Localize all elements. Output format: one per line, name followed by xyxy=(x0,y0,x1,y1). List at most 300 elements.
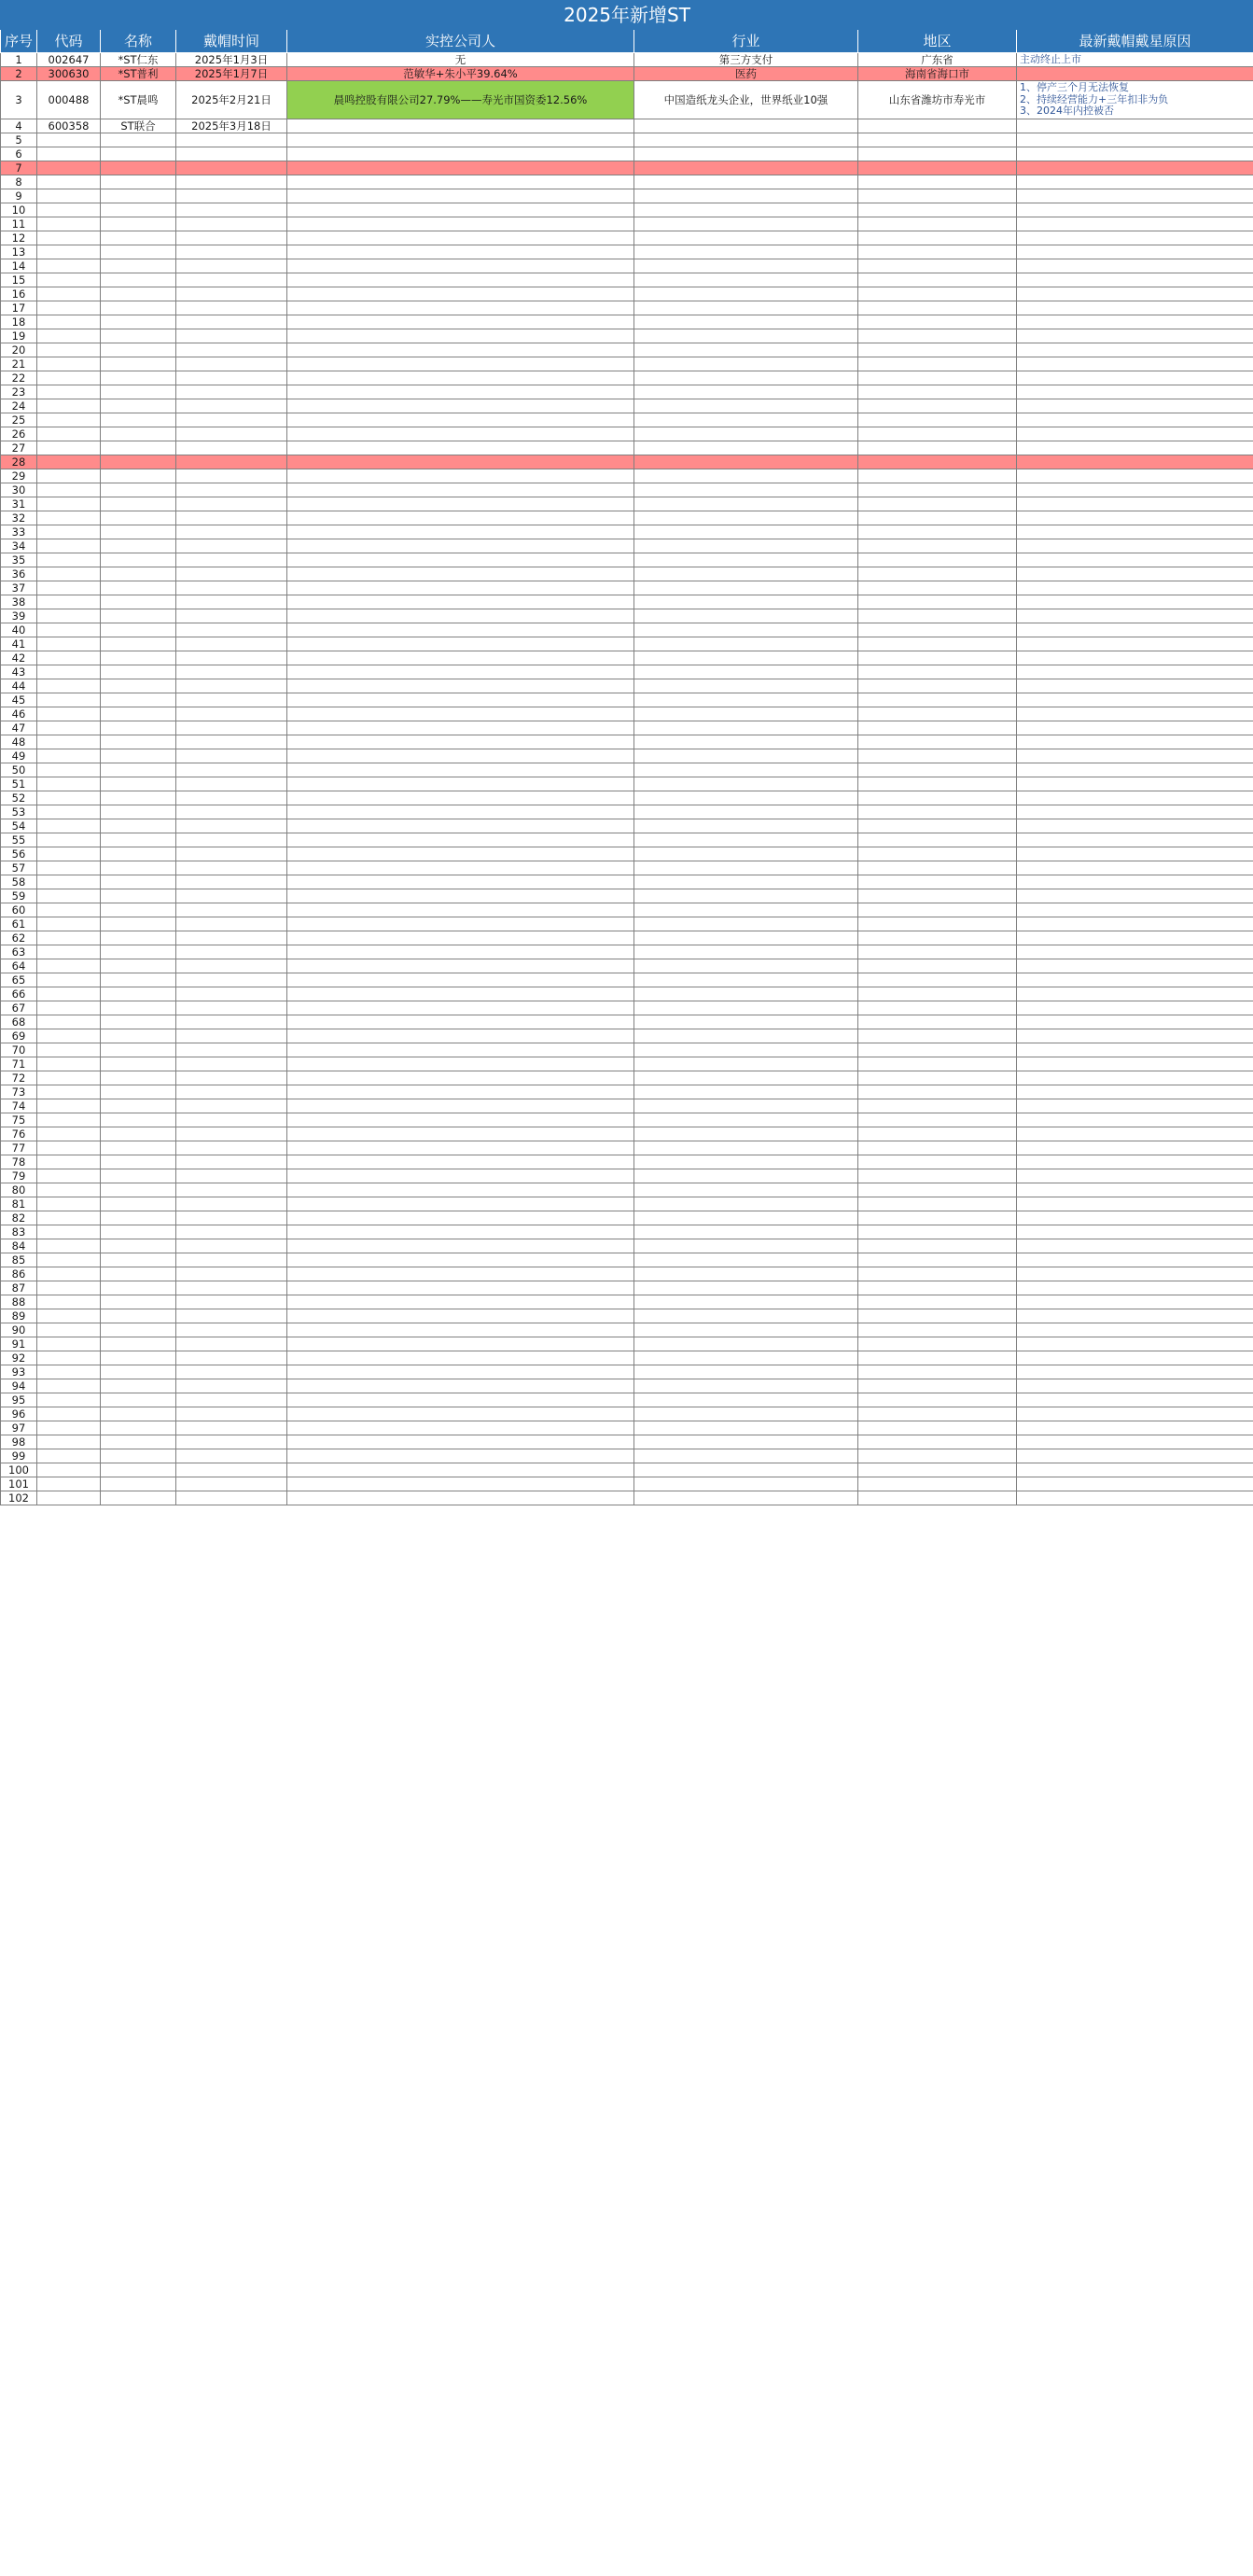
cell-reasons xyxy=(1017,413,1253,427)
table-row xyxy=(1,609,1253,623)
cell-controller xyxy=(287,385,634,399)
cell-region xyxy=(858,1127,1017,1141)
cell-region xyxy=(858,441,1017,455)
cell-name xyxy=(101,1449,176,1463)
cell-name xyxy=(101,329,176,343)
cell-controller xyxy=(287,847,634,861)
cell-reasons xyxy=(1017,1239,1253,1253)
cell-industry xyxy=(634,343,858,357)
cell-date xyxy=(176,959,287,973)
cell-code xyxy=(37,749,101,763)
cell-name xyxy=(101,175,176,189)
cell-date xyxy=(176,441,287,455)
cell-no: 33 xyxy=(1,525,37,539)
cell-name xyxy=(101,301,176,315)
cell-date xyxy=(176,973,287,987)
cell-reasons xyxy=(1017,81,1253,119)
cell-industry xyxy=(634,1379,858,1393)
cell-name xyxy=(101,133,176,147)
table-row xyxy=(1,1169,1253,1183)
cell-no: 16 xyxy=(1,287,37,301)
cell-code xyxy=(37,1211,101,1225)
cell-name xyxy=(101,399,176,413)
cell-name xyxy=(101,1155,176,1169)
cell-region xyxy=(858,203,1017,217)
cell-controller xyxy=(287,1099,634,1113)
cell-reasons xyxy=(1017,1449,1253,1463)
cell-no: 93 xyxy=(1,1365,37,1379)
cell-industry xyxy=(634,553,858,567)
cell-date xyxy=(176,1071,287,1085)
cell-date xyxy=(176,1435,287,1449)
cell-reasons xyxy=(1017,175,1253,189)
cell-controller xyxy=(287,245,634,259)
cell-no: 79 xyxy=(1,1169,37,1183)
table-row xyxy=(1,273,1253,287)
cell-code xyxy=(37,371,101,385)
cell-no: 88 xyxy=(1,1295,37,1309)
cell-name xyxy=(101,525,176,539)
cell-industry xyxy=(634,1477,858,1491)
table-row xyxy=(1,819,1253,833)
cell-reasons xyxy=(1017,189,1253,203)
cell-reasons xyxy=(1017,805,1253,819)
table-row xyxy=(1,133,1253,147)
cell-date xyxy=(176,1057,287,1071)
header-cell: 地区 xyxy=(858,30,1017,53)
table-row xyxy=(1,693,1253,707)
reason-line: 3、2024年内控被否 xyxy=(1020,105,1114,118)
cell-reasons xyxy=(1017,1421,1253,1435)
cell-name xyxy=(101,147,176,161)
cell-region xyxy=(858,917,1017,931)
cell-no: 84 xyxy=(1,1239,37,1253)
cell-no: 67 xyxy=(1,1001,37,1015)
cell-code xyxy=(37,1197,101,1211)
cell-controller xyxy=(287,455,634,469)
cell-controller xyxy=(287,1309,634,1323)
cell-date xyxy=(176,1225,287,1239)
cell-region xyxy=(858,245,1017,259)
cell-no: 50 xyxy=(1,763,37,777)
cell-controller xyxy=(287,1029,634,1043)
cell-controller xyxy=(287,1393,634,1407)
cell-no: 2 xyxy=(1,67,37,81)
cell-reasons xyxy=(1017,455,1253,469)
cell-controller xyxy=(287,1225,634,1239)
table-row xyxy=(1,581,1253,595)
cell-name xyxy=(101,721,176,735)
cell-code xyxy=(37,329,101,343)
cell-controller xyxy=(287,945,634,959)
cell-name xyxy=(101,161,176,175)
cell-region xyxy=(858,1337,1017,1351)
cell-industry xyxy=(634,1309,858,1323)
cell-date xyxy=(176,385,287,399)
cell-industry: 医药 xyxy=(634,67,858,81)
table-row xyxy=(1,1225,1253,1239)
cell-no: 32 xyxy=(1,511,37,525)
cell-reasons xyxy=(1017,511,1253,525)
cell-code xyxy=(37,455,101,469)
cell-controller: 无 xyxy=(287,53,634,67)
table-row xyxy=(1,53,1253,67)
cell-date xyxy=(176,1001,287,1015)
table-row xyxy=(1,385,1253,399)
cell-code xyxy=(37,931,101,945)
cell-date xyxy=(176,1015,287,1029)
cell-reasons xyxy=(1017,161,1253,175)
cell-reasons xyxy=(1017,357,1253,371)
cell-region xyxy=(858,763,1017,777)
table-row xyxy=(1,1491,1253,1505)
table-row xyxy=(1,1281,1253,1295)
cell-code xyxy=(37,959,101,973)
cell-reasons xyxy=(1017,469,1253,483)
cell-date xyxy=(176,413,287,427)
cell-name xyxy=(101,1295,176,1309)
cell-date xyxy=(176,763,287,777)
header-cell: 序号 xyxy=(1,30,37,53)
cell-controller xyxy=(287,651,634,665)
cell-industry: 中国造纸龙头企业，世界纸业10强 xyxy=(634,81,858,119)
cell-reasons xyxy=(1017,623,1253,637)
cell-industry xyxy=(634,1435,858,1449)
cell-code xyxy=(37,1029,101,1043)
cell-region xyxy=(858,427,1017,441)
table-row xyxy=(1,1141,1253,1155)
cell-region xyxy=(858,343,1017,357)
table-row xyxy=(1,483,1253,497)
cell-reasons xyxy=(1017,1393,1253,1407)
cell-no: 52 xyxy=(1,791,37,805)
cell-controller xyxy=(287,1477,634,1491)
cell-reasons xyxy=(1017,133,1253,147)
cell-name xyxy=(101,1337,176,1351)
cell-industry xyxy=(634,133,858,147)
cell-reasons xyxy=(1017,1099,1253,1113)
cell-date xyxy=(176,791,287,805)
table-row xyxy=(1,217,1253,231)
cell-name xyxy=(101,875,176,889)
cell-date xyxy=(176,1029,287,1043)
cell-controller xyxy=(287,1323,634,1337)
table-row xyxy=(1,987,1253,1001)
cell-no: 65 xyxy=(1,973,37,987)
cell-industry xyxy=(634,399,858,413)
cell-no: 14 xyxy=(1,259,37,273)
cell-date xyxy=(176,371,287,385)
cell-controller xyxy=(287,1435,634,1449)
table-row xyxy=(1,791,1253,805)
cell-name xyxy=(101,861,176,875)
cell-controller xyxy=(287,1071,634,1085)
cell-industry xyxy=(634,595,858,609)
cell-controller xyxy=(287,1295,634,1309)
cell-reasons xyxy=(1017,987,1253,1001)
cell-name xyxy=(101,1477,176,1491)
cell-industry xyxy=(634,483,858,497)
cell-code xyxy=(37,819,101,833)
cell-controller xyxy=(287,791,634,805)
cell-controller xyxy=(287,707,634,721)
cell-reasons xyxy=(1017,329,1253,343)
cell-controller xyxy=(287,931,634,945)
cell-industry xyxy=(634,231,858,245)
cell-industry xyxy=(634,441,858,455)
cell-code xyxy=(37,525,101,539)
cell-reasons xyxy=(1017,1113,1253,1127)
table-row xyxy=(1,749,1253,763)
cell-name xyxy=(101,1099,176,1113)
cell-name xyxy=(101,735,176,749)
header-cell: 实控公司人 xyxy=(287,30,634,53)
cell-code xyxy=(37,511,101,525)
cell-no: 3 xyxy=(1,81,37,119)
cell-controller xyxy=(287,567,634,581)
cell-region xyxy=(858,931,1017,945)
cell-code xyxy=(37,623,101,637)
cell-industry xyxy=(634,301,858,315)
cell-code xyxy=(37,385,101,399)
table-row xyxy=(1,343,1253,357)
cell-industry xyxy=(634,1071,858,1085)
cell-controller xyxy=(287,1281,634,1295)
cell-controller xyxy=(287,1197,634,1211)
table-row xyxy=(1,511,1253,525)
cell-industry xyxy=(634,1323,858,1337)
cell-region xyxy=(858,903,1017,917)
cell-controller xyxy=(287,539,634,553)
cell-date xyxy=(176,595,287,609)
cell-no: 45 xyxy=(1,693,37,707)
cell-industry xyxy=(634,1057,858,1071)
cell-date xyxy=(176,1043,287,1057)
cell-no: 35 xyxy=(1,553,37,567)
cell-industry xyxy=(634,609,858,623)
cell-controller xyxy=(287,1491,634,1505)
cell-no: 102 xyxy=(1,1491,37,1505)
cell-region xyxy=(858,973,1017,987)
cell-region xyxy=(858,889,1017,903)
table-row xyxy=(1,189,1253,203)
cell-reasons xyxy=(1017,1309,1253,1323)
cell-code xyxy=(37,357,101,371)
cell-reasons xyxy=(1017,1141,1253,1155)
cell-industry xyxy=(634,679,858,693)
cell-controller xyxy=(287,1183,634,1197)
cell-controller xyxy=(287,259,634,273)
table-row xyxy=(1,245,1253,259)
cell-industry xyxy=(634,903,858,917)
cell-reasons xyxy=(1017,819,1253,833)
table-row xyxy=(1,595,1253,609)
cell-controller xyxy=(287,1463,634,1477)
cell-industry xyxy=(634,777,858,791)
cell-industry xyxy=(634,1085,858,1099)
cell-code xyxy=(37,1183,101,1197)
cell-date xyxy=(176,343,287,357)
cell-no: 18 xyxy=(1,315,37,329)
cell-region xyxy=(858,511,1017,525)
cell-name xyxy=(101,343,176,357)
cell-industry xyxy=(634,707,858,721)
table-title: 2025年新增ST xyxy=(1,1,1253,30)
cell-name xyxy=(101,1491,176,1505)
cell-reasons xyxy=(1017,959,1253,973)
cell-name xyxy=(101,1225,176,1239)
cell-region xyxy=(858,1197,1017,1211)
table-row xyxy=(1,637,1253,651)
cell-name xyxy=(101,707,176,721)
cell-region xyxy=(858,847,1017,861)
table-row xyxy=(1,1183,1253,1197)
cell-date xyxy=(176,833,287,847)
cell-reasons xyxy=(1017,1211,1253,1225)
table-row xyxy=(1,1113,1253,1127)
cell-region xyxy=(858,819,1017,833)
cell-name xyxy=(101,1183,176,1197)
cell-name xyxy=(101,427,176,441)
cell-reasons xyxy=(1017,693,1253,707)
cell-controller xyxy=(287,637,634,651)
table-row xyxy=(1,1001,1253,1015)
cell-date xyxy=(176,203,287,217)
cell-controller xyxy=(287,1253,634,1267)
cell-no: 9 xyxy=(1,189,37,203)
cell-reasons xyxy=(1017,525,1253,539)
cell-reasons xyxy=(1017,67,1253,81)
cell-controller xyxy=(287,749,634,763)
cell-code xyxy=(37,1393,101,1407)
table-row xyxy=(1,665,1253,679)
cell-date xyxy=(176,1267,287,1281)
cell-reasons xyxy=(1017,637,1253,651)
cell-date xyxy=(176,721,287,735)
cell-name xyxy=(101,231,176,245)
cell-industry xyxy=(634,1113,858,1127)
cell-industry xyxy=(634,287,858,301)
cell-controller xyxy=(287,497,634,511)
table-row xyxy=(1,1477,1253,1491)
cell-reasons xyxy=(1017,231,1253,245)
cell-industry xyxy=(634,693,858,707)
cell-reasons xyxy=(1017,777,1253,791)
cell-no: 23 xyxy=(1,385,37,399)
cell-region xyxy=(858,1421,1017,1435)
cell-date xyxy=(176,777,287,791)
cell-no: 78 xyxy=(1,1155,37,1169)
cell-code xyxy=(37,1043,101,1057)
cell-date xyxy=(176,133,287,147)
cell-date xyxy=(176,735,287,749)
cell-industry xyxy=(634,1295,858,1309)
cell-date xyxy=(176,1099,287,1113)
cell-no: 83 xyxy=(1,1225,37,1239)
cell-code xyxy=(37,1463,101,1477)
cell-reasons xyxy=(1017,1071,1253,1085)
cell-no: 26 xyxy=(1,427,37,441)
cell-controller xyxy=(287,987,634,1001)
cell-code xyxy=(37,1057,101,1071)
cell-region xyxy=(858,1141,1017,1155)
cell-controller xyxy=(287,1211,634,1225)
header-cell: 代码 xyxy=(37,30,101,53)
cell-controller xyxy=(287,469,634,483)
cell-reasons xyxy=(1017,1407,1253,1421)
cell-industry xyxy=(634,469,858,483)
cell-code xyxy=(37,1323,101,1337)
cell-reasons xyxy=(1017,1365,1253,1379)
cell-code xyxy=(37,1225,101,1239)
cell-no: 53 xyxy=(1,805,37,819)
table-row xyxy=(1,357,1253,371)
cell-controller xyxy=(287,203,634,217)
cell-no: 24 xyxy=(1,399,37,413)
cell-reasons xyxy=(1017,1057,1253,1071)
cell-region xyxy=(858,1225,1017,1239)
cell-no: 28 xyxy=(1,455,37,469)
cell-controller xyxy=(287,1421,634,1435)
cell-controller xyxy=(287,1155,634,1169)
cell-name xyxy=(101,1435,176,1449)
cell-code: 002647 xyxy=(37,53,101,67)
cell-no: 90 xyxy=(1,1323,37,1337)
cell-no: 94 xyxy=(1,1379,37,1393)
cell-name xyxy=(101,609,176,623)
table-row xyxy=(1,539,1253,553)
cell-reasons xyxy=(1017,441,1253,455)
cell-controller xyxy=(287,1337,634,1351)
cell-code xyxy=(37,707,101,721)
cell-code xyxy=(37,1155,101,1169)
cell-name xyxy=(101,1015,176,1029)
cell-reasons xyxy=(1017,1463,1253,1477)
table-row xyxy=(1,399,1253,413)
cell-region xyxy=(858,581,1017,595)
cell-no: 57 xyxy=(1,861,37,875)
table-row xyxy=(1,161,1253,175)
cell-reasons xyxy=(1017,119,1253,133)
cell-name xyxy=(101,413,176,427)
cell-region xyxy=(858,315,1017,329)
cell-code xyxy=(37,1407,101,1421)
cell-region xyxy=(858,651,1017,665)
cell-name: ST联合 xyxy=(101,119,176,133)
cell-industry xyxy=(634,567,858,581)
cell-no: 19 xyxy=(1,329,37,343)
cell-industry xyxy=(634,875,858,889)
cell-region xyxy=(858,189,1017,203)
cell-region xyxy=(858,1015,1017,1029)
cell-no: 96 xyxy=(1,1407,37,1421)
cell-name xyxy=(101,315,176,329)
table-row xyxy=(1,231,1253,245)
cell-region xyxy=(858,1435,1017,1449)
cell-no: 100 xyxy=(1,1463,37,1477)
cell-name xyxy=(101,959,176,973)
cell-region: 广东省 xyxy=(858,53,1017,67)
cell-date xyxy=(176,847,287,861)
cell-controller xyxy=(287,623,634,637)
cell-no: 63 xyxy=(1,945,37,959)
reason-line: 2、持续经营能力+三年扣非为负 xyxy=(1020,92,1169,105)
table-row xyxy=(1,1323,1253,1337)
cell-region xyxy=(858,1043,1017,1057)
cell-code xyxy=(37,847,101,861)
cell-date xyxy=(176,623,287,637)
cell-region xyxy=(858,539,1017,553)
